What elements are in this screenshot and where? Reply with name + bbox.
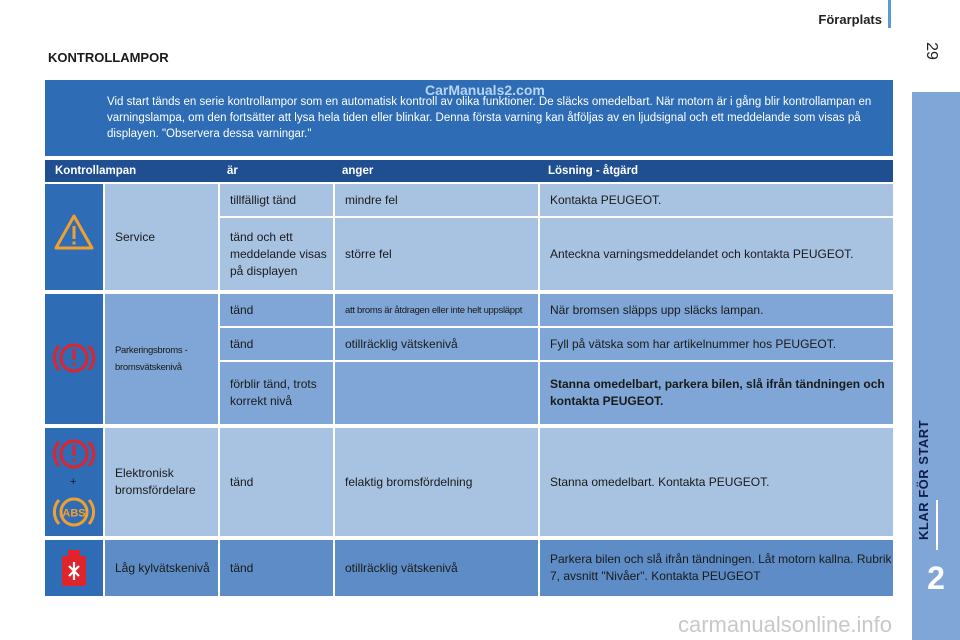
icon-cell — [45, 540, 103, 596]
lamp-name: Elektronisk bromsfördelare — [105, 428, 218, 536]
brake-warning-icon — [52, 338, 96, 378]
section-title: KONTROLLAMPOR — [48, 50, 169, 65]
state-cell: tänd — [220, 328, 333, 360]
action-cell: Stanna omedelbart. Kontakta PEUGEOT. — [540, 428, 893, 536]
state-cell: förblir tänd, trots korrekt nivå — [220, 362, 333, 424]
lamp-name: Låg kylvätskenivå — [105, 540, 218, 596]
col-header-lamp: Kontrollampan — [55, 165, 137, 177]
warning-triangle-icon — [54, 214, 94, 250]
plus-sign: + — [70, 476, 77, 488]
indicates-cell: större fel — [335, 218, 538, 290]
col-header-state: är — [227, 165, 238, 177]
action-cell: Anteckna varningsmeddelandet och kontakta PEUGEOT. — [540, 218, 893, 290]
indicates-cell: mindre fel — [335, 184, 538, 216]
state-cell: tänd — [220, 294, 333, 326]
state-cell: tänd och ett meddelande visas på displayen — [220, 218, 333, 290]
state-cell: tänd — [220, 428, 333, 536]
abs-icon — [52, 492, 96, 532]
icon-cell — [45, 184, 103, 290]
header-title: Förarplats — [818, 12, 882, 27]
state-cell: tänd — [220, 540, 333, 596]
icon-cell — [45, 294, 103, 424]
intro-text: Vid start tänds en serie kontrollampor som en automatisk kontroll av olika funktioner. De släcks omedelbart. När motorn är i gång blir kontrollampan en varningslampa, om den fortsätter att lysa hela tiden eller blinkar. Denna första varning kan åtföljas av en ljudsignal och ett meddelande som visas på displayen. "Observera dessa varningar." — [107, 96, 872, 140]
col-header-indicates: anger — [342, 165, 374, 177]
indicates-cell: att broms är åtdragen eller inte helt uppsläppt — [335, 294, 538, 326]
footer-watermark: carmanualsonline.info — [678, 612, 893, 637]
indicates-cell: otillräcklig vätskenivå — [335, 540, 538, 596]
indicates-cell — [335, 362, 538, 424]
state-cell: tillfälligt tänd — [220, 184, 333, 216]
action-cell: Parkera bilen och slå ifrån tändningen. Låt motorn kallna. Rubrik 7, avsnitt "Nivåer". Kontakta PEUGEOT — [540, 540, 893, 596]
watermark: CarManuals2.com — [425, 82, 545, 98]
chapter-title: KLAR FÖR START — [916, 419, 931, 540]
action-cell: När bromsen släpps upp släcks lampan. — [540, 294, 893, 326]
indicates-cell: otillräcklig vätskenivå — [335, 328, 538, 360]
coolant-icon — [60, 548, 88, 588]
icon-cell — [45, 428, 103, 536]
action-cell: Fyll på vätska som har artikelnummer hos PEUGEOT. — [540, 328, 893, 360]
lamp-name: Parkeringsbroms - bromsvätskenivå — [105, 294, 218, 424]
lamp-name: Service — [105, 184, 218, 290]
sidebar-divider — [936, 500, 938, 550]
table-header — [45, 160, 893, 182]
action-cell: Kontakta PEUGEOT. — [540, 184, 893, 216]
action-cell: Stanna omedelbart, parkera bilen, slå ifrån tändningen och kontakta PEUGEOT. — [540, 362, 893, 424]
page-number: 29 — [923, 42, 940, 60]
col-header-action: Lösning - åtgärd — [548, 165, 639, 177]
indicates-cell: felaktig bromsfördelning — [335, 428, 538, 536]
header-accent-bar — [888, 0, 891, 28]
chapter-number: 2 — [927, 560, 945, 596]
svg-text:ABS: ABS — [62, 507, 86, 520]
brake-warning-icon — [52, 434, 96, 474]
